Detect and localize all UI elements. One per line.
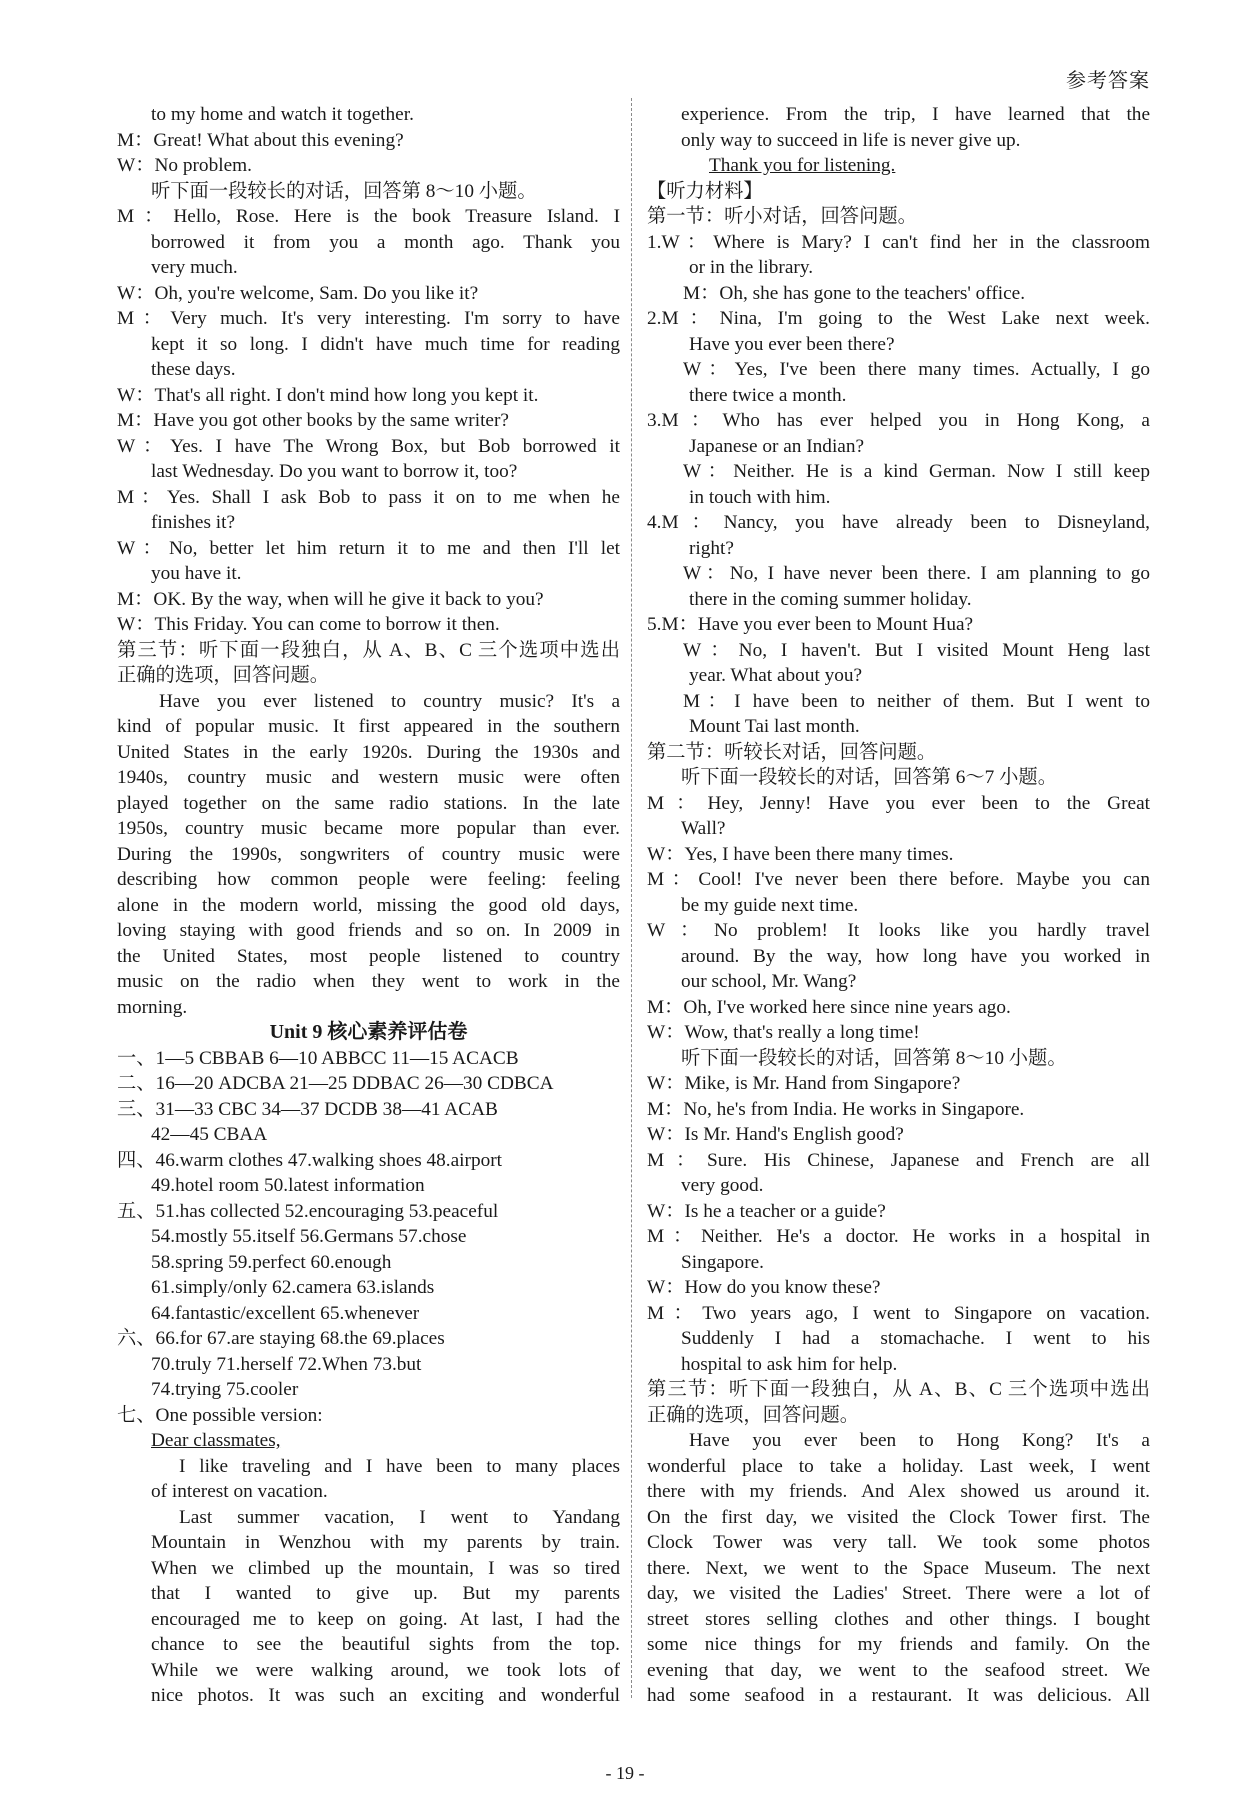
right-text-line: Clock Tower was very tall. We took some photos	[647, 1532, 1150, 1553]
left-text-line: 70.truly 71.herself 72.When 73.but	[151, 1353, 422, 1375]
left-text-line: to my home and watch it together.	[151, 104, 414, 125]
right-text-line: 4.M：Nancy, you have already been to Disneyland,	[647, 512, 1150, 533]
right-text-line: Have you ever been to Hong Kong? It's a	[689, 1430, 1150, 1451]
left-text-line: 五、51.has collected 52.encouraging 53.peaceful	[117, 1200, 499, 1222]
left-text-line: W：No, better let him return it to me and then I'll let	[117, 537, 620, 559]
left-text-line: describing how common people were feeling: feeling	[117, 869, 620, 890]
right-text-line: M：No, he's from India. He works in Singapore.	[647, 1098, 1025, 1120]
right-text-line: there twice a month.	[689, 384, 847, 406]
left-text-line: 61.simply/only 62.camera 63.islands	[151, 1277, 435, 1298]
left-text-line: I like traveling and I have been to many places	[179, 1455, 620, 1477]
left-text-line: M：Have you got other books by the same writer?	[117, 410, 509, 431]
left-text-line: United States in the early 1920s. During the 1930s and	[117, 741, 620, 763]
right-text-line: 第一节：听小对话，回答问题。	[647, 206, 917, 227]
right-text-line: W：Yes, I've been there many times. Actually, I go	[683, 359, 1150, 380]
right-text-line: 2.M：Nina, I'm going to the West Lake next week.	[647, 308, 1150, 329]
right-text-line: W：Is he a teacher or a guide?	[647, 1200, 886, 1222]
left-text-line: borrowed it from you a month ago. Thank you	[151, 231, 620, 253]
left-text-line: 64.fantastic/excellent 65.whenever	[151, 1302, 420, 1324]
left-text-line: M：Very much. It's very interesting. I'm sorry to have	[117, 308, 620, 329]
right-text-line: around. By the way, how long have you worked in	[681, 945, 1150, 967]
left-text-line: chance to see the beautiful sights from the top.	[151, 1634, 620, 1655]
left-text-line: 听下面一段较长的对话，回答第 8～10 小题。	[151, 180, 537, 202]
right-text-line: M：Oh, she has gone to the teachers' office.	[683, 282, 1026, 304]
left-text-line: alone in the modern world, missing the good old days,	[117, 894, 620, 916]
left-text-line: finishes it?	[151, 512, 236, 533]
right-text-line: Thank you for listening.	[709, 155, 896, 176]
left-text-line: 58.spring 59.perfect 60.enough	[151, 1251, 392, 1273]
left-text-line: When we climbed up the mountain, I was so tired	[151, 1557, 620, 1579]
left-text-line: nice photos. It was such an exciting and wonderful	[151, 1685, 620, 1706]
right-text-line: there. Next, we went to the Space Museum. The next	[647, 1557, 1150, 1579]
right-text-line: year. What about you?	[689, 665, 863, 686]
right-text-line: 5.M：Have you ever been to Mount Hua?	[647, 614, 974, 635]
left-text-line: you have it.	[151, 563, 242, 584]
right-text-line: W：No problem! It looks like you hardly travel	[647, 920, 1150, 941]
left-text-line: 1950s, country music became more popular than ever.	[117, 818, 620, 839]
left-text-line: Dear classmates,	[151, 1430, 281, 1451]
left-text-line: 1940s, country music and western music were often	[117, 767, 620, 788]
right-text-line: M：I have been to neither of them. But I went to	[683, 690, 1150, 712]
right-text-line: Singapore.	[681, 1251, 764, 1273]
left-text-line: last Wednesday. Do you want to borrow it, too?	[151, 461, 518, 482]
left-text-line: 第三节：听下面一段独白，从 A、B、C 三个选项中选出	[117, 639, 620, 661]
left-text-line: M：Hello, Rose. Here is the book Treasure Island. I	[117, 206, 620, 227]
right-text-line: W：Is Mr. Hand's English good?	[647, 1124, 904, 1145]
left-text-line: W：Yes. I have The Wrong Box, but Bob borrowed it	[117, 435, 620, 457]
right-text-line: Wall?	[681, 818, 726, 839]
right-text-line: right?	[689, 537, 734, 559]
left-text-line: kind of popular music. It first appeared in the southern	[117, 716, 620, 737]
right-text-line: M：Cool! I've never been there before. Maybe you can	[647, 869, 1150, 890]
left-text-line: Unit 9 核心素养评估卷	[269, 1021, 468, 1043]
right-text-line: W：Mike, is Mr. Hand from Singapore?	[647, 1073, 961, 1094]
left-text-line: 三、31—33 CBC 34—37 DCDB 38—41 ACAB	[117, 1098, 498, 1120]
left-column	[117, 102, 620, 1709]
right-text-line: or in the library.	[689, 257, 814, 278]
left-text-line: played together on the same radio stations. In the late	[117, 792, 620, 814]
right-text-line: there with my friends. And Alex showed us around it.	[647, 1481, 1150, 1502]
left-text-line: 54.mostly 55.itself 56.Germans 57.chose	[151, 1226, 467, 1247]
left-text-line: of interest on vacation.	[151, 1481, 328, 1502]
left-text-line: Mountain in Wenzhou with my parents by train.	[151, 1532, 620, 1553]
left-text-line: 六、66.for 67.are staying 68.the 69.places	[117, 1328, 445, 1349]
left-text-line: kept it so long. I didn't have much time for reading	[151, 333, 620, 355]
right-text-line: 正确的选项，回答问题。	[647, 1404, 860, 1426]
right-text-line: Mount Tai last month.	[689, 716, 860, 737]
left-text-line: During the 1990s, songwriters of country music were	[117, 843, 620, 865]
right-text-line: evening that day, we went to the seafood street. We	[647, 1659, 1150, 1681]
right-text-line: experience. From the trip, I have learned that the	[681, 104, 1150, 125]
left-text-line: While we were walking around, we took lots of	[151, 1659, 620, 1681]
left-text-line: very much.	[151, 257, 238, 278]
left-text-line: 七、One possible version:	[117, 1404, 323, 1426]
right-text-line: M：Neither. He's a doctor. He works in a hospital in	[647, 1226, 1150, 1247]
left-text-line: the United States, most people listened to country	[117, 945, 620, 967]
left-text-line: morning.	[117, 996, 188, 1018]
right-text-line: W：Wow, that's really a long time!	[647, 1022, 920, 1043]
right-text-line: day, we visited the Ladies' Street. There were a lot of	[647, 1583, 1150, 1604]
right-text-line: 3.M：Who has ever helped you in Hong Kong, a	[647, 410, 1150, 431]
right-text-line: W：No, I haven't. But I visited Mount Heng last	[683, 639, 1150, 661]
left-text-line: W：That's all right. I don't mind how long you kept it.	[117, 384, 539, 406]
left-text-line: 四、46.warm clothes 47.walking shoes 48.airport	[117, 1149, 503, 1171]
right-text-line: M：Oh, I've worked here since nine years ago.	[647, 996, 1011, 1018]
right-text-line: W：No, I have never been there. I am planning to go	[683, 563, 1150, 584]
right-text-line: hospital to ask him for help.	[681, 1353, 898, 1375]
right-text-line: some nice things for my friends and family. On the	[647, 1634, 1150, 1655]
right-text-line: 听下面一段较长的对话，回答第 6～7 小题。	[681, 767, 1057, 788]
right-text-line: W：Neither. He is a kind German. Now I still keep	[683, 461, 1150, 482]
right-text-line: W：Yes, I have been there many times.	[647, 843, 954, 865]
column-divider	[631, 98, 632, 1698]
left-text-line: 正确的选项，回答问题。	[117, 665, 330, 686]
right-text-line: Japanese or an Indian?	[689, 435, 865, 457]
right-text-line: 第二节：听较长对话，回答问题。	[647, 741, 937, 763]
right-text-line: W：How do you know these?	[647, 1277, 881, 1298]
right-text-line: 【听力材料】	[647, 180, 763, 202]
left-text-line: music on the radio when they went to work in the	[117, 971, 620, 992]
right-text-line: Suddenly I had a stomachache. I went to his	[681, 1328, 1150, 1349]
right-text-line: very good.	[681, 1175, 764, 1196]
left-text-line: W：No problem.	[117, 155, 252, 176]
left-text-line: encouraged me to keep on going. At last, I had the	[151, 1608, 620, 1630]
right-text-line: there in the coming summer holiday.	[689, 588, 972, 610]
right-text-line: our school, Mr. Wang?	[681, 971, 857, 992]
left-text-line: 42—45 CBAA	[151, 1124, 268, 1145]
right-text-line: 听下面一段较长的对话，回答第 8～10 小题。	[681, 1047, 1067, 1069]
left-text-line: loving staying with good friends and so on. In 2009 in	[117, 920, 620, 941]
right-text-line: Have you ever been there?	[689, 333, 895, 355]
left-text-line: 74.trying 75.cooler	[151, 1379, 299, 1400]
right-text-line: only way to succeed in life is never give up.	[681, 129, 1021, 151]
left-text-line: 49.hotel room 50.latest information	[151, 1175, 425, 1196]
left-text-line: W：Oh, you're welcome, Sam. Do you like it?	[117, 282, 479, 304]
left-text-line: Have you ever listened to country music? It's a	[159, 690, 620, 712]
right-text-line: wonderful place to take a holiday. Last week, I went	[647, 1455, 1150, 1477]
right-text-line: street stores selling clothes and other things. I bought	[647, 1608, 1150, 1630]
right-text-line: M：Two years ago, I went to Singapore on vacation.	[647, 1302, 1150, 1324]
left-text-line: these days.	[151, 359, 236, 380]
left-text-line: M：Great! What about this evening?	[117, 129, 404, 151]
page-header: 参考答案	[1066, 70, 1150, 92]
left-text-line: 一、1—5 CBBAB 6—10 ABBCC 11—15 ACACB	[117, 1047, 519, 1069]
right-text-line: 第三节：听下面一段独白，从 A、B、C 三个选项中选出	[647, 1379, 1150, 1400]
left-text-line: M：Yes. Shall I ask Bob to pass it on to me when he	[117, 486, 620, 508]
right-text-line: be my guide next time.	[681, 894, 859, 916]
left-text-line: M：OK. By the way, when will he give it back to you?	[117, 588, 544, 610]
right-text-line: 1.W：Where is Mary? I can't find her in the classroom	[647, 231, 1150, 253]
left-text-line: W：This Friday. You can come to borrow it then.	[117, 614, 500, 635]
right-column	[647, 102, 1150, 1709]
left-text-line: that I wanted to give up. But my parents	[151, 1583, 620, 1604]
right-text-line: had some seafood in a restaurant. It was delicious. All	[647, 1685, 1150, 1706]
right-text-line: M：Sure. His Chinese, Japanese and French are all	[647, 1149, 1150, 1171]
left-text-line: 二、16—20 ADCBA 21—25 DDBAC 26—30 CDBCA	[117, 1073, 554, 1094]
page-number: - 19 -	[605, 1763, 645, 1783]
right-text-line: M：Hey, Jenny! Have you ever been to the Great	[647, 792, 1150, 814]
right-text-line: in touch with him.	[689, 486, 831, 508]
left-text-line: Last summer vacation, I went to Yandang	[179, 1506, 620, 1528]
right-text-line: On the first day, we visited the Clock Tower first. The	[647, 1506, 1150, 1528]
